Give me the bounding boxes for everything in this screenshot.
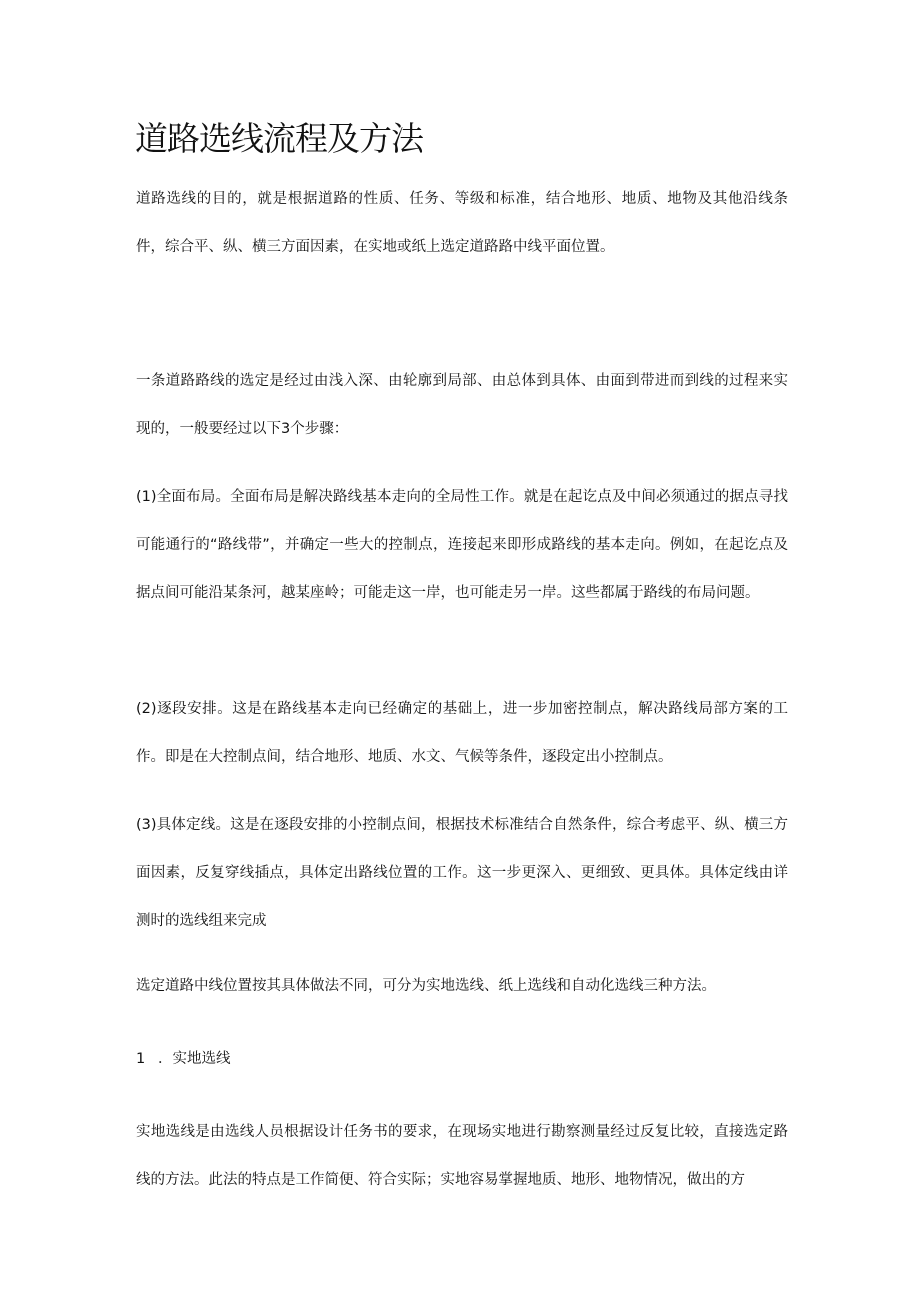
section-heading-field-selection: [136, 1035, 231, 1083]
paragraph-field-method: 实地选线是由选线人员根据设计任务书的要求，在现场实地进行勘察测量经过反复比较，直接选定路线的方法。此法的特点是工作简便、符合实际；实地容易掌握地质、地形、地物情况，做出的方: [136, 1124, 788, 1188]
page-title: 道路选线流程及方法: [135, 119, 423, 158]
paragraph-purpose: 道路选线的目的，就是根据道路的性质、任务、等级和标准，结合地形、地质、地物及其他沿线条件，综合平、纵、横三方面因素，在实地或纸上选定道路路中线平面位置。: [136, 191, 788, 255]
section-label: ．实地选线: [158, 1051, 231, 1067]
paragraph-process: 一条道路路线的选定是经过由浅入深、由轮廓到局部、由总体到具体、由面到带进而到线的过程来实现的，一般要经过以下3个步骤：: [136, 373, 788, 437]
paragraph-methods: 选定道路中线位置按其具体做法不同，可分为实地选线、纸上选线和自动化选线三种方法。: [136, 978, 716, 994]
paragraph-step-2: (2)逐段安排。这是在路线基本走向已经确定的基础上，进一步加密控制点，解决路线局部方案的工作。即是在大控制点间，结合地形、地质、水文、气候等条件，逐段定出小控制点。: [136, 701, 788, 765]
paragraph-step-3: (3)具体定线。这是在逐段安排的小控制点间，根据技术标准结合自然条件，综合考虑平、纵、横三方面因素，反复穿线插点，具体定出路线位置的工作。这一步更深入、更细致、更具体。具体定线由详测时的选线组来完成: [136, 817, 788, 929]
section-number: 1: [136, 1051, 146, 1067]
paragraph-step-1: (1)全面布局。全面布局是解决路线基本走向的全局性工作。就是在起讫点及中间必须通过的据点寻找可能通行的“路线带”，并确定一些大的控制点，连接起来即形成路线的基本走向。例如，在起讫点及据点间可能沿某条河，越某座岭；可能走这一岸，也可能走另一岸。这些都属于路线的布局问题。: [136, 489, 788, 601]
